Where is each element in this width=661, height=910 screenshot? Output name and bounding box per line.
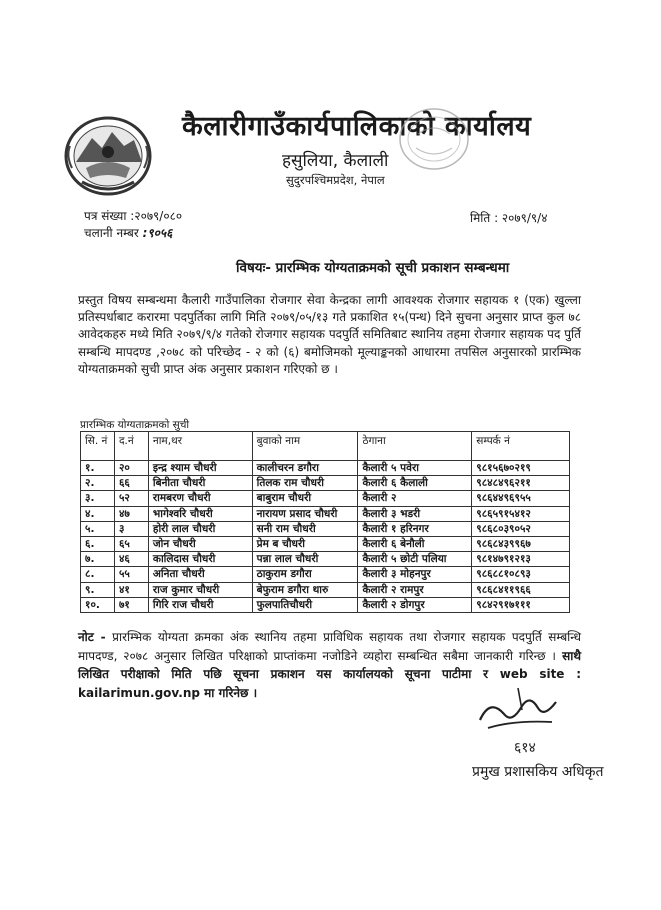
name-cell: इन्द्र श्याम चौधरी xyxy=(148,461,252,476)
address-cell: कैलारी ६ बेनौली xyxy=(358,536,472,551)
roll-number-cell: ६५ xyxy=(114,536,148,551)
dispatch-number xyxy=(84,224,172,241)
office-stamp xyxy=(396,104,472,174)
father-name-cell: फुलपातिचौधरी xyxy=(252,597,358,612)
address-cell: कैलारी २ रामपुर xyxy=(358,582,472,597)
letter-number-label: पत्र संख्या xyxy=(84,209,127,223)
serial-cell: ३. xyxy=(81,491,115,506)
office-province: सुदुरपश्चिमप्रदेश, नेपाल xyxy=(286,173,385,187)
table-row xyxy=(81,476,570,491)
serial-cell: ९. xyxy=(81,582,115,597)
roll-number-cell: ७१ xyxy=(114,597,148,612)
table-row xyxy=(81,521,570,536)
contact-cell: ९८६४४९६९५५ xyxy=(472,491,570,506)
name-cell: कालिदास चौधरी xyxy=(148,552,252,567)
contact-cell: ९८६५९१५४१२ xyxy=(472,506,570,521)
serial-cell: ८. xyxy=(81,567,115,582)
table-row xyxy=(81,582,570,597)
father-name-cell: नारायण प्रसाद चौधरी xyxy=(252,506,358,521)
letter-date xyxy=(470,209,547,226)
dispatch-number-value: :९०५६ xyxy=(142,226,173,240)
subject-label: विषयः- xyxy=(236,260,271,276)
father-name-cell: सनी राम चौधरी xyxy=(252,521,358,536)
address-cell: कैलारी ६ कैलाली xyxy=(358,476,472,491)
contact-cell: ९८६८०३९०५२ xyxy=(472,521,570,536)
signatory-title: प्रमुख प्रशासकिय अधिकृत xyxy=(472,764,604,780)
address-cell: कैलारी २ डोगपुर xyxy=(358,597,472,612)
contact-cell: ९८१४७९१२१३ xyxy=(472,552,570,567)
name-cell: अनिता चौधरी xyxy=(148,567,252,582)
name-cell: होरी लाल चौधरी xyxy=(148,521,252,536)
office-name: कैलारीगाउँकार्यपालिकाको कार्यालय xyxy=(182,111,532,142)
father-name-cell: पन्ना लाल चौधरी xyxy=(252,552,358,567)
name-cell: जोन चौधरी xyxy=(148,536,252,551)
date-label: मिति xyxy=(470,211,491,225)
roll-number-cell: २० xyxy=(114,461,148,476)
address-cell: कैलारी ५ पवेरा xyxy=(358,461,472,476)
name-cell: राज कुमार चौधरी xyxy=(148,582,252,597)
address-cell: कैलारी ३ भडरी xyxy=(358,506,472,521)
coat-of-arms-emblem xyxy=(62,112,154,200)
letter-number-value: :२०७९/०८० xyxy=(130,209,183,223)
address-cell: कैलारी १ हरिनगर xyxy=(358,521,472,536)
roll-number-cell: ४७ xyxy=(114,506,148,521)
name-cell: भागेश्वरि चौधरी xyxy=(148,506,252,521)
signature-mark: ६१४ xyxy=(514,740,536,756)
father-name-cell: तिलक राम चौधरी xyxy=(252,476,358,491)
body-paragraph: प्रस्तुत विषय सम्बन्धमा कैलारी गाउँपालिका रोजगार सेवा केन्द्रका लागी आवश्यक रोजगार सहायक १ (एक) खुल्ला प्रतिस्पर्धाबाट करारमा पदपुर्तिका लागि मिति २०७९/०५/१३ गते प्रकाशित १५(पन्ध) दिने सुचना अनुसार प्राप्त कुल ७८ आवेदकहरु मध्ये मिति २०७९/९/४ गतेको रोजगार सहायक पदपुर्ति समितिबाट स्थानिय तहमा रोजगार सहायक पद पुर्ति सम्बन्धि मापदण्ड ,२०७८ को परिच्छेद - २ को (६) बमोजिमको मूल्याङ्कनको आधारमा तपसिल अनुसारको प्रारम्भिक योग्यताक्रमको सुची प्राप्त अंक अनुसार प्रकाशन गरिएको छ । xyxy=(78,293,581,376)
serial-cell: २. xyxy=(81,476,115,491)
contact-cell: ९८४२९१७१११ xyxy=(472,597,570,612)
candidate-list-table xyxy=(80,431,570,613)
name-cell: गिरि राज चौधरी xyxy=(148,597,252,612)
address-cell: कैलारी ५ छोटी पलिया xyxy=(358,552,472,567)
name-cell: रामबरण चौधरी xyxy=(148,491,252,506)
father-name-cell: प्रेम ब चौधरी xyxy=(252,536,358,551)
column-header: द.नं xyxy=(114,432,148,461)
serial-cell: १. xyxy=(81,461,115,476)
column-header: बुवाको नाम xyxy=(252,432,358,461)
serial-cell: ५. xyxy=(81,521,115,536)
father-name-cell: बाबुराम चौधरी xyxy=(252,491,358,506)
father-name-cell: ठाकुराम डगौरा xyxy=(252,567,358,582)
serial-cell: १०. xyxy=(81,597,115,612)
column-header: सि. नं xyxy=(81,432,115,461)
table-caption: प्रारम्भिक योग्यताक्रमको सुची xyxy=(80,419,190,431)
table-row xyxy=(81,506,570,521)
roll-number-cell: ६६ xyxy=(114,476,148,491)
note-bold-text: साथै लिखित परीक्षाको मिति पछि सूचना प्रकाशन यस कार्यालयको सूचना पाटीमा र web site : kailarimun.gov.np मा गरिनेछ । xyxy=(78,648,581,700)
contact-cell: ९८६८४११९६६ xyxy=(472,582,570,597)
table-row xyxy=(81,567,570,582)
contact-cell: ९८६८४३९९६७ xyxy=(472,536,570,551)
address-cell: कैलारी २ xyxy=(358,491,472,506)
table-row xyxy=(81,491,570,506)
letter-number xyxy=(84,207,182,224)
name-cell: बिनीता चौधरी xyxy=(148,476,252,491)
roll-number-cell: ३ xyxy=(114,521,148,536)
contact-cell: ९८४८४९६२११ xyxy=(472,476,570,491)
note-label: नोट - xyxy=(78,630,106,644)
table-header-row xyxy=(81,432,570,461)
table-row xyxy=(81,536,570,551)
table-row xyxy=(81,597,570,612)
table-row xyxy=(81,461,570,476)
father-name-cell: कालीचरन डगौरा xyxy=(252,461,358,476)
roll-number-cell: ४६ xyxy=(114,552,148,567)
serial-cell: ४. xyxy=(81,506,115,521)
dispatch-number-label: चलानी नम्बर xyxy=(84,226,139,240)
subject-line xyxy=(236,258,509,276)
father-name-cell: बेफुराम डगौरा थारु xyxy=(252,582,358,597)
address-cell: कैलारी ३ मोहनपुर xyxy=(358,567,472,582)
office-place: हसुलिया, कैलाली xyxy=(282,151,389,171)
contact-cell: ९८१५६७०२१९ xyxy=(472,461,570,476)
column-header: नाम,थर xyxy=(148,432,252,461)
serial-cell: ६. xyxy=(81,536,115,551)
note-text: प्रारम्भिक योग्यता क्रमका अंक स्थानिय तहमा प्राविधिक सहायक तथा रोजगार सहायक पदपुर्ति सम्बन्धि मापदण्ड, २०७८ अनुसार लिखित परिक्षाको प्राप्तांकमा नजोडिने व्यहोरा सम्बन्धित सबैमा जानकारी गरिन्छ । xyxy=(78,630,581,663)
column-header: सम्पर्क नं xyxy=(472,432,570,461)
roll-number-cell: ५२ xyxy=(114,491,148,506)
table-row xyxy=(81,552,570,567)
subject-text: प्रारम्भिक योग्यताक्रमको सूची प्रकाशन सम्बन्धमा xyxy=(275,260,510,276)
contact-cell: ९८६८८१०८९३ xyxy=(472,567,570,582)
roll-number-cell: ४१ xyxy=(114,582,148,597)
date-value: : २०७९/९/४ xyxy=(494,211,548,225)
roll-number-cell: ५५ xyxy=(114,567,148,582)
handwritten-signature xyxy=(468,680,568,760)
column-header: ठेगाना xyxy=(358,432,472,461)
serial-cell: ७. xyxy=(81,552,115,567)
